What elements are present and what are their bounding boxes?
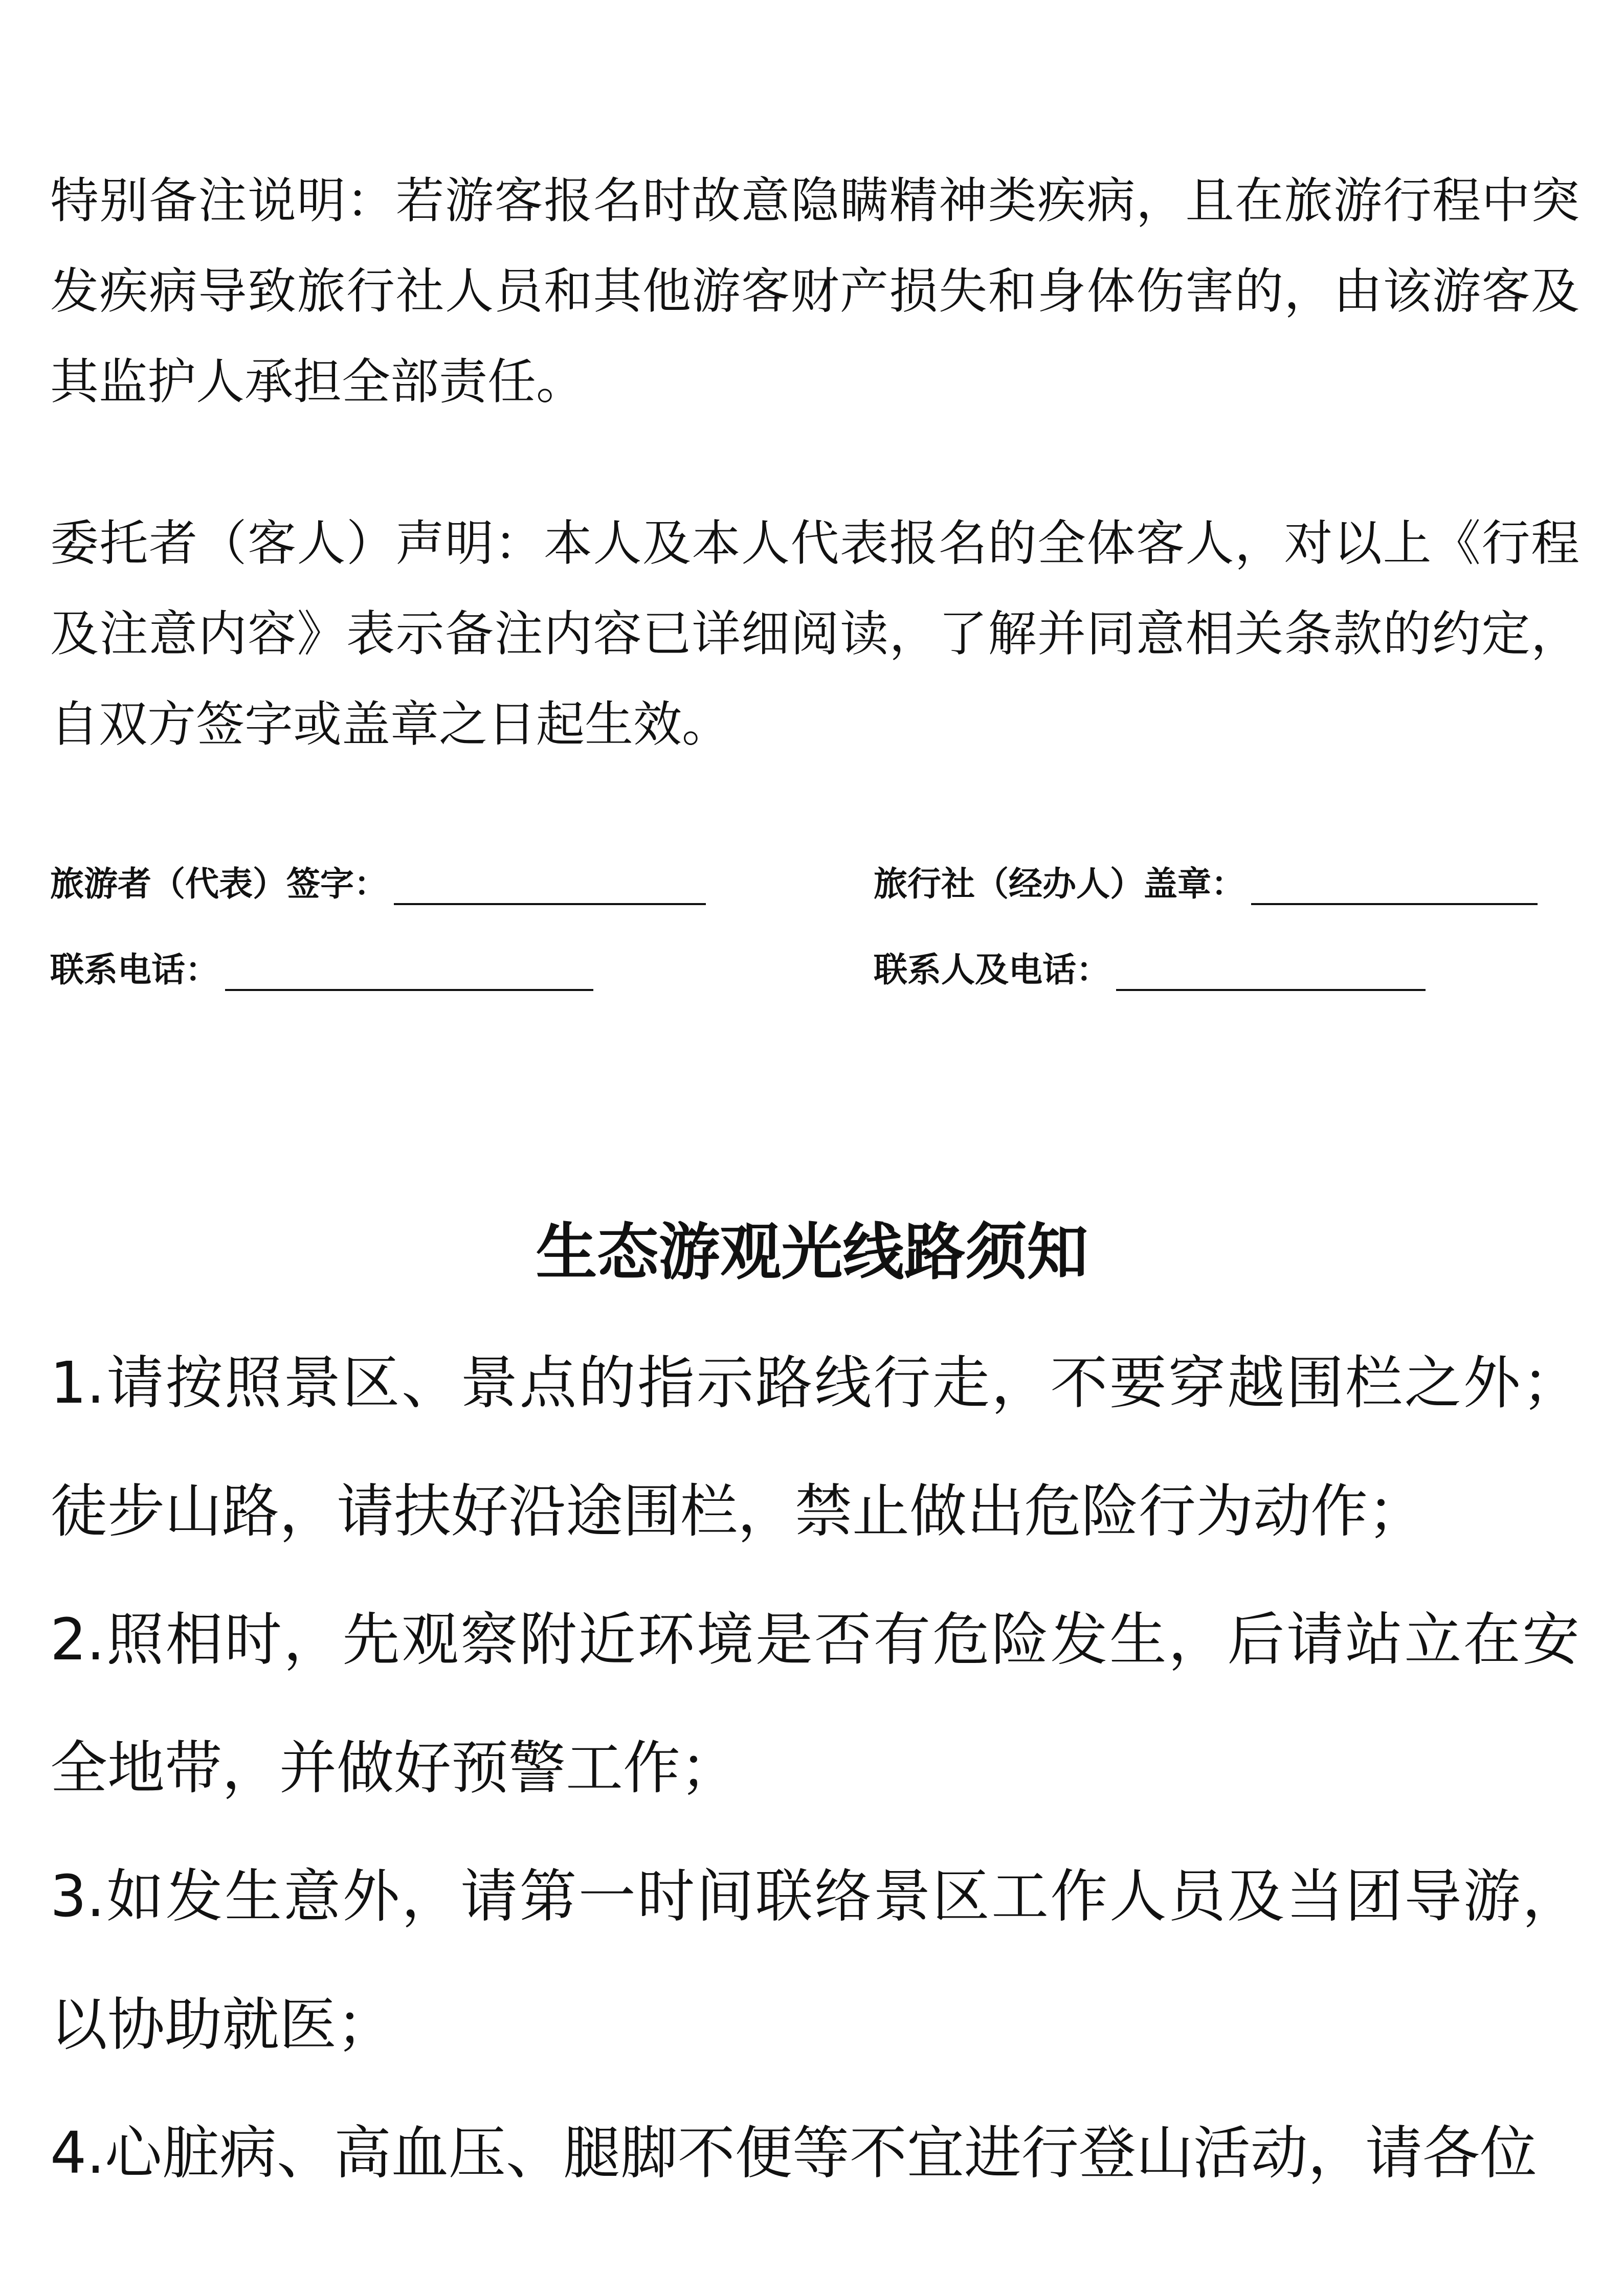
agency-seal-line[interactable] [1251, 867, 1538, 905]
notice-item-1: 1.请按照景区、景点的指示路线行走，不要穿越围栏之外；徒步山路，请扶好沿途围栏，禁止做出危险行为动作； [50, 1350, 1579, 1545]
tourist-signature-line[interactable] [394, 867, 706, 905]
notice-title: 生态游观光线路须知 [536, 1217, 1088, 1288]
notice-item-3: 3.如发生意外，请第一时间联络景区工作人员及当团导游，以协助就医； [50, 1863, 1579, 2058]
notice-item-4: 4.心脏病、高血压、腿脚不便等不宜进行登山活动，请各位 [50, 2120, 1537, 2187]
notice-list [50, 1319, 1579, 2218]
contact-phone-field [874, 950, 1426, 991]
client-statement-paragraph: 委托者（客人）声明：本人及本人代表报名的全体客人，对以上《行程及注意内容》表示备注内容已详细阅读，了解并同意相关条款的约定，自双方签字或盖章之日起生效。 [50, 515, 1579, 753]
agency-seal-label: 旅行社（经办人）盖章： [874, 864, 1245, 904]
agency-seal-field [874, 864, 1538, 905]
signature-row-1 [50, 864, 1579, 905]
contact-phone-label: 联系人及电话： [874, 950, 1110, 989]
signature-row-2 [50, 950, 1579, 991]
tourist-signature-label: 旅游者（代表）签字： [50, 864, 388, 904]
contact-phone-line[interactable] [1116, 953, 1426, 991]
phone-label: 联系电话： [50, 950, 219, 989]
phone-line[interactable] [225, 953, 593, 991]
notice-item-2: 2.照相时，先观察附近环境是否有危险发生，后请站立在安全地带，并做好预警工作； [50, 1607, 1579, 1802]
phone-field [50, 950, 593, 991]
tourist-signature-field [50, 864, 706, 905]
special-note-paragraph: 特别备注说明：若游客报名时故意隐瞒精神类疾病，且在旅游行程中突发疾病导致旅行社人员和其他游客财产损失和身体伤害的，由该游客及其监护人承担全部责任。 [50, 173, 1579, 410]
